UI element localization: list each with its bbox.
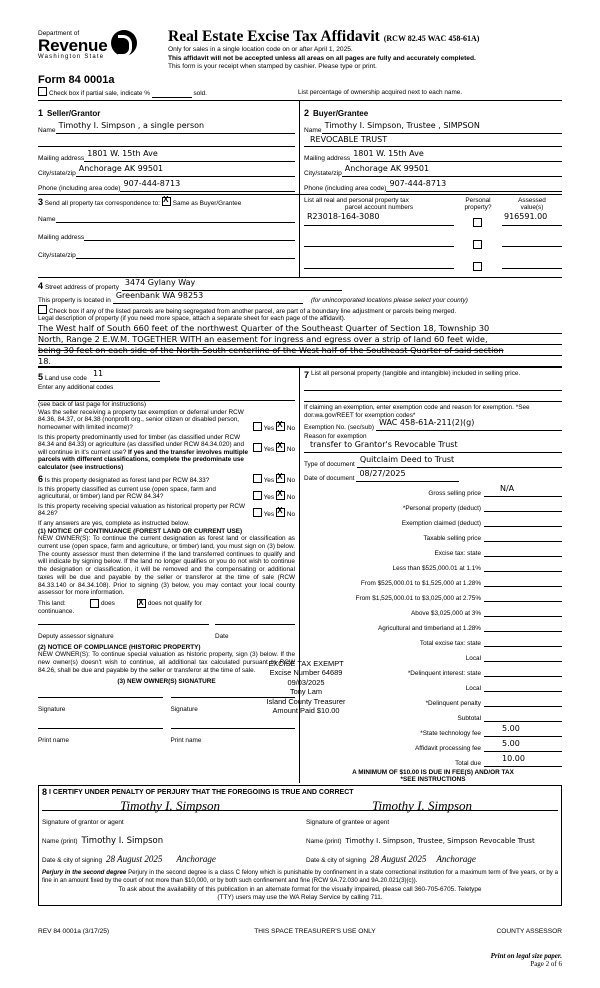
date-left-value: 28 August 2025 xyxy=(106,854,163,865)
segregate-label: Check box if any of the listed parcels are being segregated from another parcel, are part of a boundary line adjustment or parcels being merged. xyxy=(49,307,457,315)
line-value: 5.00 xyxy=(502,739,520,749)
section3-text: Send all property tax correspondence to: xyxy=(44,199,160,207)
col-personal2: property? xyxy=(464,203,492,211)
seller-city-input[interactable] xyxy=(76,165,295,177)
page-title xyxy=(168,28,562,46)
revenue-logo-icon xyxy=(111,30,137,56)
corr-city-input[interactable] xyxy=(76,247,295,259)
parcel-personal-checkbox-cell xyxy=(454,213,502,231)
parcel-table-section xyxy=(300,195,562,277)
located-input[interactable] xyxy=(113,292,303,304)
buyer-heading: Buyer/Grantee xyxy=(313,108,369,118)
notice2-title: (2) NOTICE OF COMPLIANCE (HISTORIC PROPERTY) xyxy=(38,644,201,652)
see-back-note: (see back of last page for instructions) xyxy=(38,400,146,408)
section3-num: 3 xyxy=(38,196,44,207)
new-owner-print1-label: Print name xyxy=(38,736,69,744)
stamp-line4: Tony Lam xyxy=(289,687,323,697)
line-input[interactable] xyxy=(484,515,562,527)
notice1-body: NEW OWNER(S): To continue the current designation as forest land or classification as current use (open space, farm and agriculture, or timber) land, you must sign on (3) below. The county assessor must then determine if the land transferred continues to qualify and will indicate by signing below. If the land no longer qualifies or you do not wish to continue the designation or classification, it will be removed and the compensating or additional taxes will be due and payable by the seller or transferor at the time of sale (RCW 84.33.140 or 84.34.108). Prior to signing (3) below, you may contact your local county assessor for more information. xyxy=(38,534,295,597)
q-timber-no-label: No xyxy=(286,445,295,453)
stamp-line5: Island County Treasurer xyxy=(266,696,346,706)
print-right-value: Timothy I. Simpson, Trustee, Simpson Revocable Trust xyxy=(345,837,535,846)
date-left-city: Anchorage xyxy=(176,854,216,865)
seller-name-input[interactable] xyxy=(56,122,295,134)
date-right-city: Anchorage xyxy=(436,854,476,865)
doc-date-input[interactable] xyxy=(356,470,459,482)
perjury-note: Perjury in the second degree Perjury in the second degree is a class C felony which is punishable by confinement in a state correctional institution for a maximum term of five years, or by a fine in an amount fixed by the court of not more than $10,000, or by both such confinement and fine (RCW 9A.72.030 and 9A.20.021(3)(c)). xyxy=(42,869,558,884)
buyer-num: 2 xyxy=(304,107,310,118)
buyer-mailing-value: 1801 W. 15th Ave xyxy=(353,148,424,158)
q-timber-bold: If yes and the transfer involves multiple parcels with different classifications, complete the predominate use calculator (see instructions) xyxy=(38,448,249,471)
notice2-body: NEW OWNER(S): To continue special valuation as historic property, sign (3) below. If the new owner(s) doesn't wish to continue, all additional tax calculated pursuant to RCW 84.26, shall be due and payable by the seller or transferor at the time of sale. xyxy=(38,651,295,674)
personal-property-input[interactable] xyxy=(304,380,562,391)
parcel-personal-checkbox[interactable] xyxy=(473,218,482,227)
corr-name-input[interactable] xyxy=(56,211,295,223)
line-input[interactable] xyxy=(484,500,562,512)
county-assessor-label: COUNTY ASSESSOR xyxy=(496,928,562,935)
date-right-value: 28 August 2025 xyxy=(370,854,427,865)
line-input[interactable] xyxy=(484,680,562,692)
line-value: N/A xyxy=(500,484,515,494)
parcel-assessed-input[interactable] xyxy=(502,213,562,226)
street-input[interactable] xyxy=(122,279,342,291)
legal-line-2: North, Range 2 E.W.M. TOGETHER WITH an easement for ingress and egress over a strip of land 60 feet wide, xyxy=(38,334,562,345)
q-timber-text: Is this property predominantly used for timber (as classified under RCW 84.34 and 84.33) or agriculture (as classified under RCW 84.34.020) and will continue in it's current use? xyxy=(38,433,245,456)
doc-type-input[interactable] xyxy=(357,456,562,468)
header-sub2: This affidavit will not be accepted unless all areas on all pages are fully and accurately completed. xyxy=(168,54,476,62)
line-label: Agricultural and timberland at 1.28% xyxy=(377,625,481,633)
continuance-label: continuance. xyxy=(38,608,75,616)
title-rcw: (RCW 82.45 WAC 458-61A) xyxy=(383,34,480,43)
page-note: Page 2 of 6 xyxy=(530,960,562,968)
s6q3-no-label: No xyxy=(286,510,295,518)
s6q1-no-label: No xyxy=(286,476,295,484)
q-exempt-label: Was the seller receiving a property tax exemption or deferral under RCW 84.36, 84.37, or 84.38 (nonprofit org., senior citizen or disabled person, homeowner with limited income)? xyxy=(38,408,244,431)
land-use-label: Land use code xyxy=(45,374,87,382)
line-label: From $525,000.01 to $1,525,000 at 1.28% xyxy=(360,580,481,588)
this-land-label: This land: xyxy=(38,600,66,608)
section3-header xyxy=(38,197,295,207)
title-text: Real Estate Excise Tax Affidavit xyxy=(168,28,380,45)
seller-num: 1 xyxy=(38,107,44,118)
section8-num: 8 xyxy=(42,787,48,798)
property-section xyxy=(38,277,562,367)
partial-sale-label: Check box if partial sale, indicate % xyxy=(49,89,150,97)
rev-number: REV 84 0001a (3/17/25) xyxy=(38,928,110,935)
same-as-buyer-label: Same as Buyer/Grantee xyxy=(172,199,242,207)
line-label: *Personal property (deduct) xyxy=(402,505,481,513)
segregate-checkbox[interactable] xyxy=(38,305,47,314)
ada-line2: (TTY) users may use the WA Relay Service by calling 711. xyxy=(217,894,383,902)
dor-logo-block xyxy=(38,28,160,60)
line-label: Excise tax: state xyxy=(434,550,481,558)
title-block xyxy=(160,28,562,72)
new-owner-print2-label: Print name xyxy=(170,736,202,744)
right-column xyxy=(300,368,562,784)
q-timber-no-checkbox[interactable] xyxy=(276,443,285,452)
line-input[interactable] xyxy=(484,635,562,647)
line-input[interactable] xyxy=(484,695,562,707)
legal-line-1: The West half of South 660 feet of the northwest Quarter of the Southeast Quarter of Section 18, Township 30 xyxy=(38,323,562,334)
minimum-note: A MINIMUM OF $10.00 IS DUE IN FEE(S) AND/OR TAX xyxy=(352,769,514,777)
parcel-number-input[interactable] xyxy=(304,213,454,226)
parcel-row xyxy=(304,213,562,231)
header-sub3 xyxy=(168,63,562,72)
line-input[interactable] xyxy=(484,545,562,557)
line-input[interactable] xyxy=(484,740,562,752)
land-does-label: does xyxy=(101,600,115,608)
notice1-title: (1) NOTICE OF CONTINUANCE (FOREST LAND OR CURRENT USE) xyxy=(38,527,243,535)
dept-line2: Revenue xyxy=(38,36,108,55)
located-value: Greenbank WA 98253 xyxy=(115,290,204,300)
parcel-assessed-input[interactable] xyxy=(502,257,562,269)
line-value: 5.00 xyxy=(502,724,520,734)
s6q1-yes-label: Yes xyxy=(263,476,275,484)
buyer-mailing-input[interactable] xyxy=(350,150,562,162)
buyer-city-value: Anchorage AK 99501 xyxy=(344,163,430,173)
section6-q1-answer xyxy=(249,474,295,484)
line-label: Taxable selling price xyxy=(423,535,481,543)
line-input[interactable] xyxy=(484,485,562,497)
section6-q2: Is this property classified as current use (open space, farm and agricultural, or timber) land per RCW 84.34? xyxy=(38,485,216,501)
buyer-name-input[interactable] xyxy=(322,122,562,134)
certify-text: I CERTIFY UNDER PENALTY OF PERJURY THAT THE FOREGOING IS TRUE AND CORRECT xyxy=(49,788,354,796)
exempt-code-label: Exemption No. (sec/sub) xyxy=(304,424,374,432)
line-input[interactable] xyxy=(484,575,562,587)
corr-name-label: Name xyxy=(38,215,56,223)
corr-mailing-input[interactable] xyxy=(84,229,295,241)
q-timber-answer xyxy=(249,434,295,453)
section6-q2-answer xyxy=(249,491,295,501)
line-label: Exemption claimed (deduct) xyxy=(401,520,481,528)
perjury-text: Perjury in the second degree is a class C felony which is punishable by confinement in a state correctional institution for a maximum term of five years, or by a fine in an amount fixed by the court of not more than $10,000, or by both such confinement and fine (RCW 9A.72.030 and 9A.20.021(3)(c)). xyxy=(42,869,558,884)
buyer-name-value: Timothy I. Simpson, Trustee , SIMPSON xyxy=(324,120,480,130)
q-exempt-yes-checkbox[interactable] xyxy=(253,422,262,431)
section6-q3-answer xyxy=(249,508,295,518)
print-left-value: Timothy I. Simpson xyxy=(81,836,164,847)
seller-phone-label: Phone (including area code) xyxy=(38,184,121,192)
street-label: Street address of property xyxy=(45,283,119,291)
seller-mailing-label: Mailing address xyxy=(38,154,85,162)
tax-calculation-table xyxy=(304,485,562,767)
add-codes-input[interactable] xyxy=(38,391,295,401)
deputy-label: Deputy assessor signature xyxy=(38,633,114,641)
line-input[interactable] xyxy=(484,650,562,662)
sig-grantor-label: Signature of grantor or agent xyxy=(42,819,124,827)
reason-label: Reason for exemption xyxy=(304,433,367,441)
s6q2-yes-checkbox[interactable] xyxy=(253,491,262,500)
parcel-row xyxy=(304,235,562,253)
reason-value: transfer to Grantor's Revocable Trust xyxy=(310,440,458,450)
form-header xyxy=(38,28,562,72)
section6-q3: Is this property receiving special valuation as historical property per RCW 84.26? xyxy=(38,502,246,518)
new-owner-sig1-label: Signature xyxy=(38,705,66,713)
treasurer-space-label: THIS SPACE TREASURER'S USE ONLY xyxy=(254,928,376,935)
seller-phone-value: 907-444-8713 xyxy=(123,178,181,188)
buyer-name-label: Name xyxy=(304,126,322,134)
buyer-city-label: City/state/zip xyxy=(304,169,342,177)
seller-heading: Seller/Grantor xyxy=(47,108,101,118)
stamp-line3: 09/03/2025 xyxy=(287,677,325,687)
personal-property-input-2[interactable] xyxy=(304,391,562,402)
section6-q1: Is this property designated as forest land per RCW 84.33? xyxy=(44,476,210,484)
form-footer xyxy=(38,928,562,935)
line-input[interactable] xyxy=(484,725,562,737)
seller-city-label: City/state/zip xyxy=(38,169,76,177)
dept-line3: Washington State xyxy=(38,54,105,60)
legal-line-4: 18. xyxy=(38,356,562,367)
grantee-signature: Timothy I. Simpson xyxy=(372,798,473,814)
land-use-value: 11 xyxy=(92,368,104,378)
land-does-not-checkbox[interactable] xyxy=(137,599,146,608)
line-input[interactable] xyxy=(484,560,562,572)
q-exempt-no-label: No xyxy=(286,424,295,432)
col-assessed1: Assessed xyxy=(518,196,546,204)
seller-mailing-input[interactable] xyxy=(84,150,295,162)
line-input[interactable] xyxy=(484,755,562,767)
stamp-line2: Excise Number 64689 xyxy=(269,668,343,678)
add-codes-label: Enter any additional codes xyxy=(38,383,114,391)
form-number: Form 84 0001a xyxy=(38,73,115,86)
left-column xyxy=(38,368,300,784)
parcel-number-input[interactable] xyxy=(304,257,454,269)
line-label: Above $3,025,000 at 3% xyxy=(411,610,481,618)
see-instructions-note: *SEE INSTRUCTIONS xyxy=(400,776,466,784)
s6q2-no-checkbox[interactable] xyxy=(276,491,285,500)
line-label: Subtotal xyxy=(457,715,481,723)
exempt-code-input[interactable] xyxy=(376,419,562,431)
s6q3-yes-checkbox[interactable] xyxy=(253,508,262,517)
seller-section xyxy=(38,101,300,194)
buyer-section xyxy=(300,101,562,194)
line-label: Affidavit processing fee xyxy=(415,745,481,753)
stamp-line1: EXCISE TAX EXEMPT xyxy=(268,659,344,668)
pct-note: List percentage of ownership acquired next to each name. xyxy=(298,88,463,96)
s6q2-yes-label: Yes xyxy=(263,493,275,501)
line-input[interactable] xyxy=(484,590,562,602)
corr-city-label: City/state/zip xyxy=(38,251,76,259)
print-right-label: Name (print) xyxy=(306,838,342,846)
partial-sale-checkbox[interactable] xyxy=(38,87,47,96)
land-does-not-label: does not qualify for xyxy=(147,600,202,608)
excise-tax-stamp xyxy=(231,659,381,715)
line-label: *Delinquent interest: state xyxy=(407,670,481,678)
legal-line-3: being 30 feet on each side of the North-South centerline of the West half of the Southeast Quarter of said section xyxy=(38,345,562,356)
line-label: *Delinquent penalty xyxy=(425,700,481,708)
q-timber-yes-checkbox[interactable] xyxy=(253,443,262,452)
s6q3-no-checkbox[interactable] xyxy=(276,508,285,517)
q-exempt-yes-label: Yes xyxy=(263,424,275,432)
buyer-city-input[interactable] xyxy=(342,165,562,177)
buyer-phone-label: Phone (including area code) xyxy=(304,184,387,192)
header-sub3-text: This form is your receipt when stamped by cashier. Please type or print. xyxy=(168,63,377,71)
notice3-title: (3) NEW OWNER(S) SIGNATURE xyxy=(117,677,216,685)
street-value: 3474 Gylany Way xyxy=(124,277,196,287)
partial-sale-row xyxy=(38,87,298,98)
parcel-header2: parcel account numbers xyxy=(344,203,414,211)
parcel-personal-checkbox[interactable] xyxy=(473,240,482,249)
section4-num: 4 xyxy=(38,280,44,291)
line-input[interactable] xyxy=(484,710,562,722)
seller-phone-input[interactable] xyxy=(120,180,295,192)
s6q3-yes-label: Yes xyxy=(263,510,275,518)
col-assessed2: value(s) xyxy=(520,203,544,211)
seller-name-value: Timothy I. Simpson , a single person xyxy=(58,120,205,130)
doc-date-value: 08/27/2025 xyxy=(359,469,406,479)
reason-input[interactable] xyxy=(304,440,562,453)
line-label: Gross selling price xyxy=(428,490,481,498)
parcel-header1: List all real and personal property tax xyxy=(304,196,409,204)
land-does-checkbox[interactable] xyxy=(90,599,99,608)
new-owner-sig2-label: Signature xyxy=(170,705,198,713)
parcel-number-input[interactable] xyxy=(304,235,454,247)
parcel-assessed-value: 916591.00 xyxy=(504,211,548,221)
section6-num: 6 xyxy=(38,473,44,484)
dept-line1: Department of xyxy=(38,30,80,37)
line-value: 10.00 xyxy=(502,754,525,764)
ada-line1: To ask about the availability of this publication in an alternate format for the visually impaired, please call 360-705-6705. Teletype xyxy=(118,886,482,894)
parcel-row xyxy=(304,257,562,275)
seller-name-label: Name xyxy=(38,126,56,134)
q-exempt-answer xyxy=(249,422,295,432)
line-input[interactable] xyxy=(484,605,562,617)
line-label: Total due xyxy=(455,760,481,768)
seller-mailing-value: 1801 W. 15th Ave xyxy=(87,148,158,158)
line-label: Local xyxy=(465,685,481,693)
q-timber-label xyxy=(38,434,249,472)
date-left-label: Date & city of signing xyxy=(42,857,103,865)
s6q1-yes-checkbox[interactable] xyxy=(253,474,262,483)
line-label: Local xyxy=(465,655,481,663)
located-label: This property is located in xyxy=(38,296,111,304)
line-input[interactable] xyxy=(484,665,562,677)
section7-intro: List all personal property (tangible and intangible) included in selling price. xyxy=(311,369,521,377)
print-note: Print on legal size paper. xyxy=(490,952,562,960)
form-sheet xyxy=(38,28,562,906)
print-notes xyxy=(491,952,562,968)
col-personal1: Personal xyxy=(465,196,491,204)
buyer-mailing-label: Mailing address xyxy=(304,154,351,162)
doc-date-label: Date of document xyxy=(304,475,355,483)
same-as-buyer-checkbox[interactable] xyxy=(162,197,171,206)
grantor-signature: Timothy I. Simpson xyxy=(120,798,221,814)
print-left-label: Name (print) xyxy=(42,838,78,846)
section7-num: 7 xyxy=(304,369,310,380)
line-label: From $1,525,000.01 to $3,025,000 at 2.75% xyxy=(355,595,481,603)
county-note: (for unincorporated locations please select your county) xyxy=(310,296,468,304)
stamp-line6: Amount Paid $10.00 xyxy=(272,706,340,716)
if-any-note: If any answers are yes, complete as instructed below. xyxy=(38,519,190,527)
deputy-date-label: Date xyxy=(215,633,229,641)
s6q1-no-checkbox[interactable] xyxy=(276,474,285,483)
doc-type-label: Type of document xyxy=(304,461,355,469)
sig-grantee-label: Signature of grantee or agent xyxy=(306,819,390,827)
buyer-name-value2: REVOCABLE TRUST xyxy=(310,134,388,144)
land-use-input[interactable] xyxy=(90,370,160,382)
doc-type-value: Quitclaim Deed to Trust xyxy=(359,455,455,465)
legal-label: Legal description of property (if you need more space, attach a separate sheet for each page of the affidavit). xyxy=(38,314,346,322)
corr-mailing-label: Mailing address xyxy=(38,233,85,241)
buyer-phone-input[interactable] xyxy=(386,180,562,192)
seller-city-value: Anchorage AK 99501 xyxy=(78,163,164,173)
line-input[interactable] xyxy=(484,530,562,542)
exempt-code-value: WAC 458-61A-211(2)(g) xyxy=(378,418,475,428)
certification-section xyxy=(38,785,562,906)
correspondence-section xyxy=(38,195,300,277)
line-label: *State technology fee xyxy=(420,730,481,738)
partial-sale-tail: sold. xyxy=(193,89,207,97)
s6q2-no-label: No xyxy=(286,493,295,501)
q-exempt-no-checkbox[interactable] xyxy=(276,422,285,431)
line-label: Less than $525,000.01 at 1.1% xyxy=(392,565,481,573)
date-right-label: Date & city of signing xyxy=(306,857,367,865)
header-sub1: Only for sales in a single location code on or after April 1, 2025. xyxy=(168,46,353,53)
parcel-number-value: R23018-164-3080 xyxy=(307,211,380,221)
line-label: Total excise tax: state xyxy=(419,640,481,648)
parcel-personal-checkbox[interactable] xyxy=(473,262,482,271)
line-input[interactable] xyxy=(484,620,562,632)
q-timber-yes-label: Yes xyxy=(263,445,275,453)
exempt-note: If claiming an exemption, enter exemption code and reason for exemption. *See dor.wa.gov/REET for exemption codes* xyxy=(304,403,530,419)
buyer-phone-value: 907-444-8713 xyxy=(389,178,447,188)
parcel-assessed-input[interactable] xyxy=(502,235,562,247)
section5-num: 5 xyxy=(38,371,44,382)
